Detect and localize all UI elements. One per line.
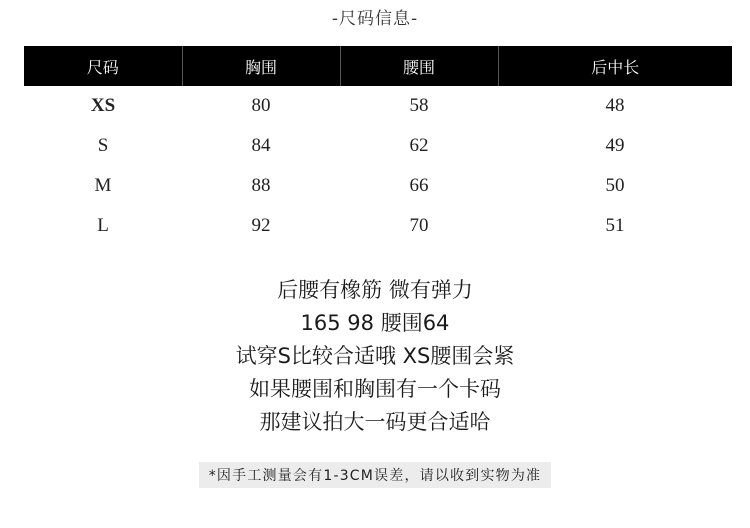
size-cell: XS — [90, 95, 116, 116]
waist-cell: 62 — [409, 135, 429, 156]
note-line: 后腰有橡筋 微有弹力 — [277, 278, 473, 302]
size-table — [24, 46, 732, 246]
fit-notes — [0, 274, 750, 439]
table-row — [24, 206, 732, 246]
size-cell: M — [94, 175, 112, 196]
waist-cell: 66 — [409, 175, 429, 196]
bust-cell: 88 — [251, 175, 271, 196]
header-size: 尺码 — [24, 46, 182, 86]
bust-cell: 84 — [251, 135, 271, 156]
measurement-disclaimer: *因手工测量会有1-3CM误差，请以收到实物为准 — [199, 462, 552, 488]
back-length-cell: 49 — [605, 135, 625, 156]
back-length-cell: 51 — [605, 215, 625, 236]
table-row — [24, 86, 732, 126]
waist-cell: 58 — [409, 95, 429, 116]
table-header-row — [24, 46, 732, 86]
table-row — [24, 166, 732, 206]
back-length-cell: 50 — [605, 175, 625, 196]
note-line: 试穿S比较合适哦 XS腰围会紧 — [235, 344, 515, 368]
header-bust: 胸围 — [182, 46, 340, 86]
back-length-cell: 48 — [605, 95, 625, 116]
header-waist: 腰围 — [340, 46, 498, 86]
size-cell: S — [97, 135, 109, 156]
waist-cell: 70 — [409, 215, 429, 236]
note-line: 如果腰围和胸围有一个卡码 — [249, 377, 501, 401]
bust-cell: 92 — [251, 215, 271, 236]
size-cell: L — [97, 215, 109, 236]
header-back-length: 后中长 — [498, 46, 732, 86]
page-title: -尺码信息- — [331, 9, 419, 29]
table-row — [24, 126, 732, 166]
note-line: 那建议拍大一码更合适哈 — [259, 410, 491, 434]
bust-cell: 80 — [251, 95, 271, 116]
note-line: 165 98 腰围64 — [300, 311, 450, 335]
